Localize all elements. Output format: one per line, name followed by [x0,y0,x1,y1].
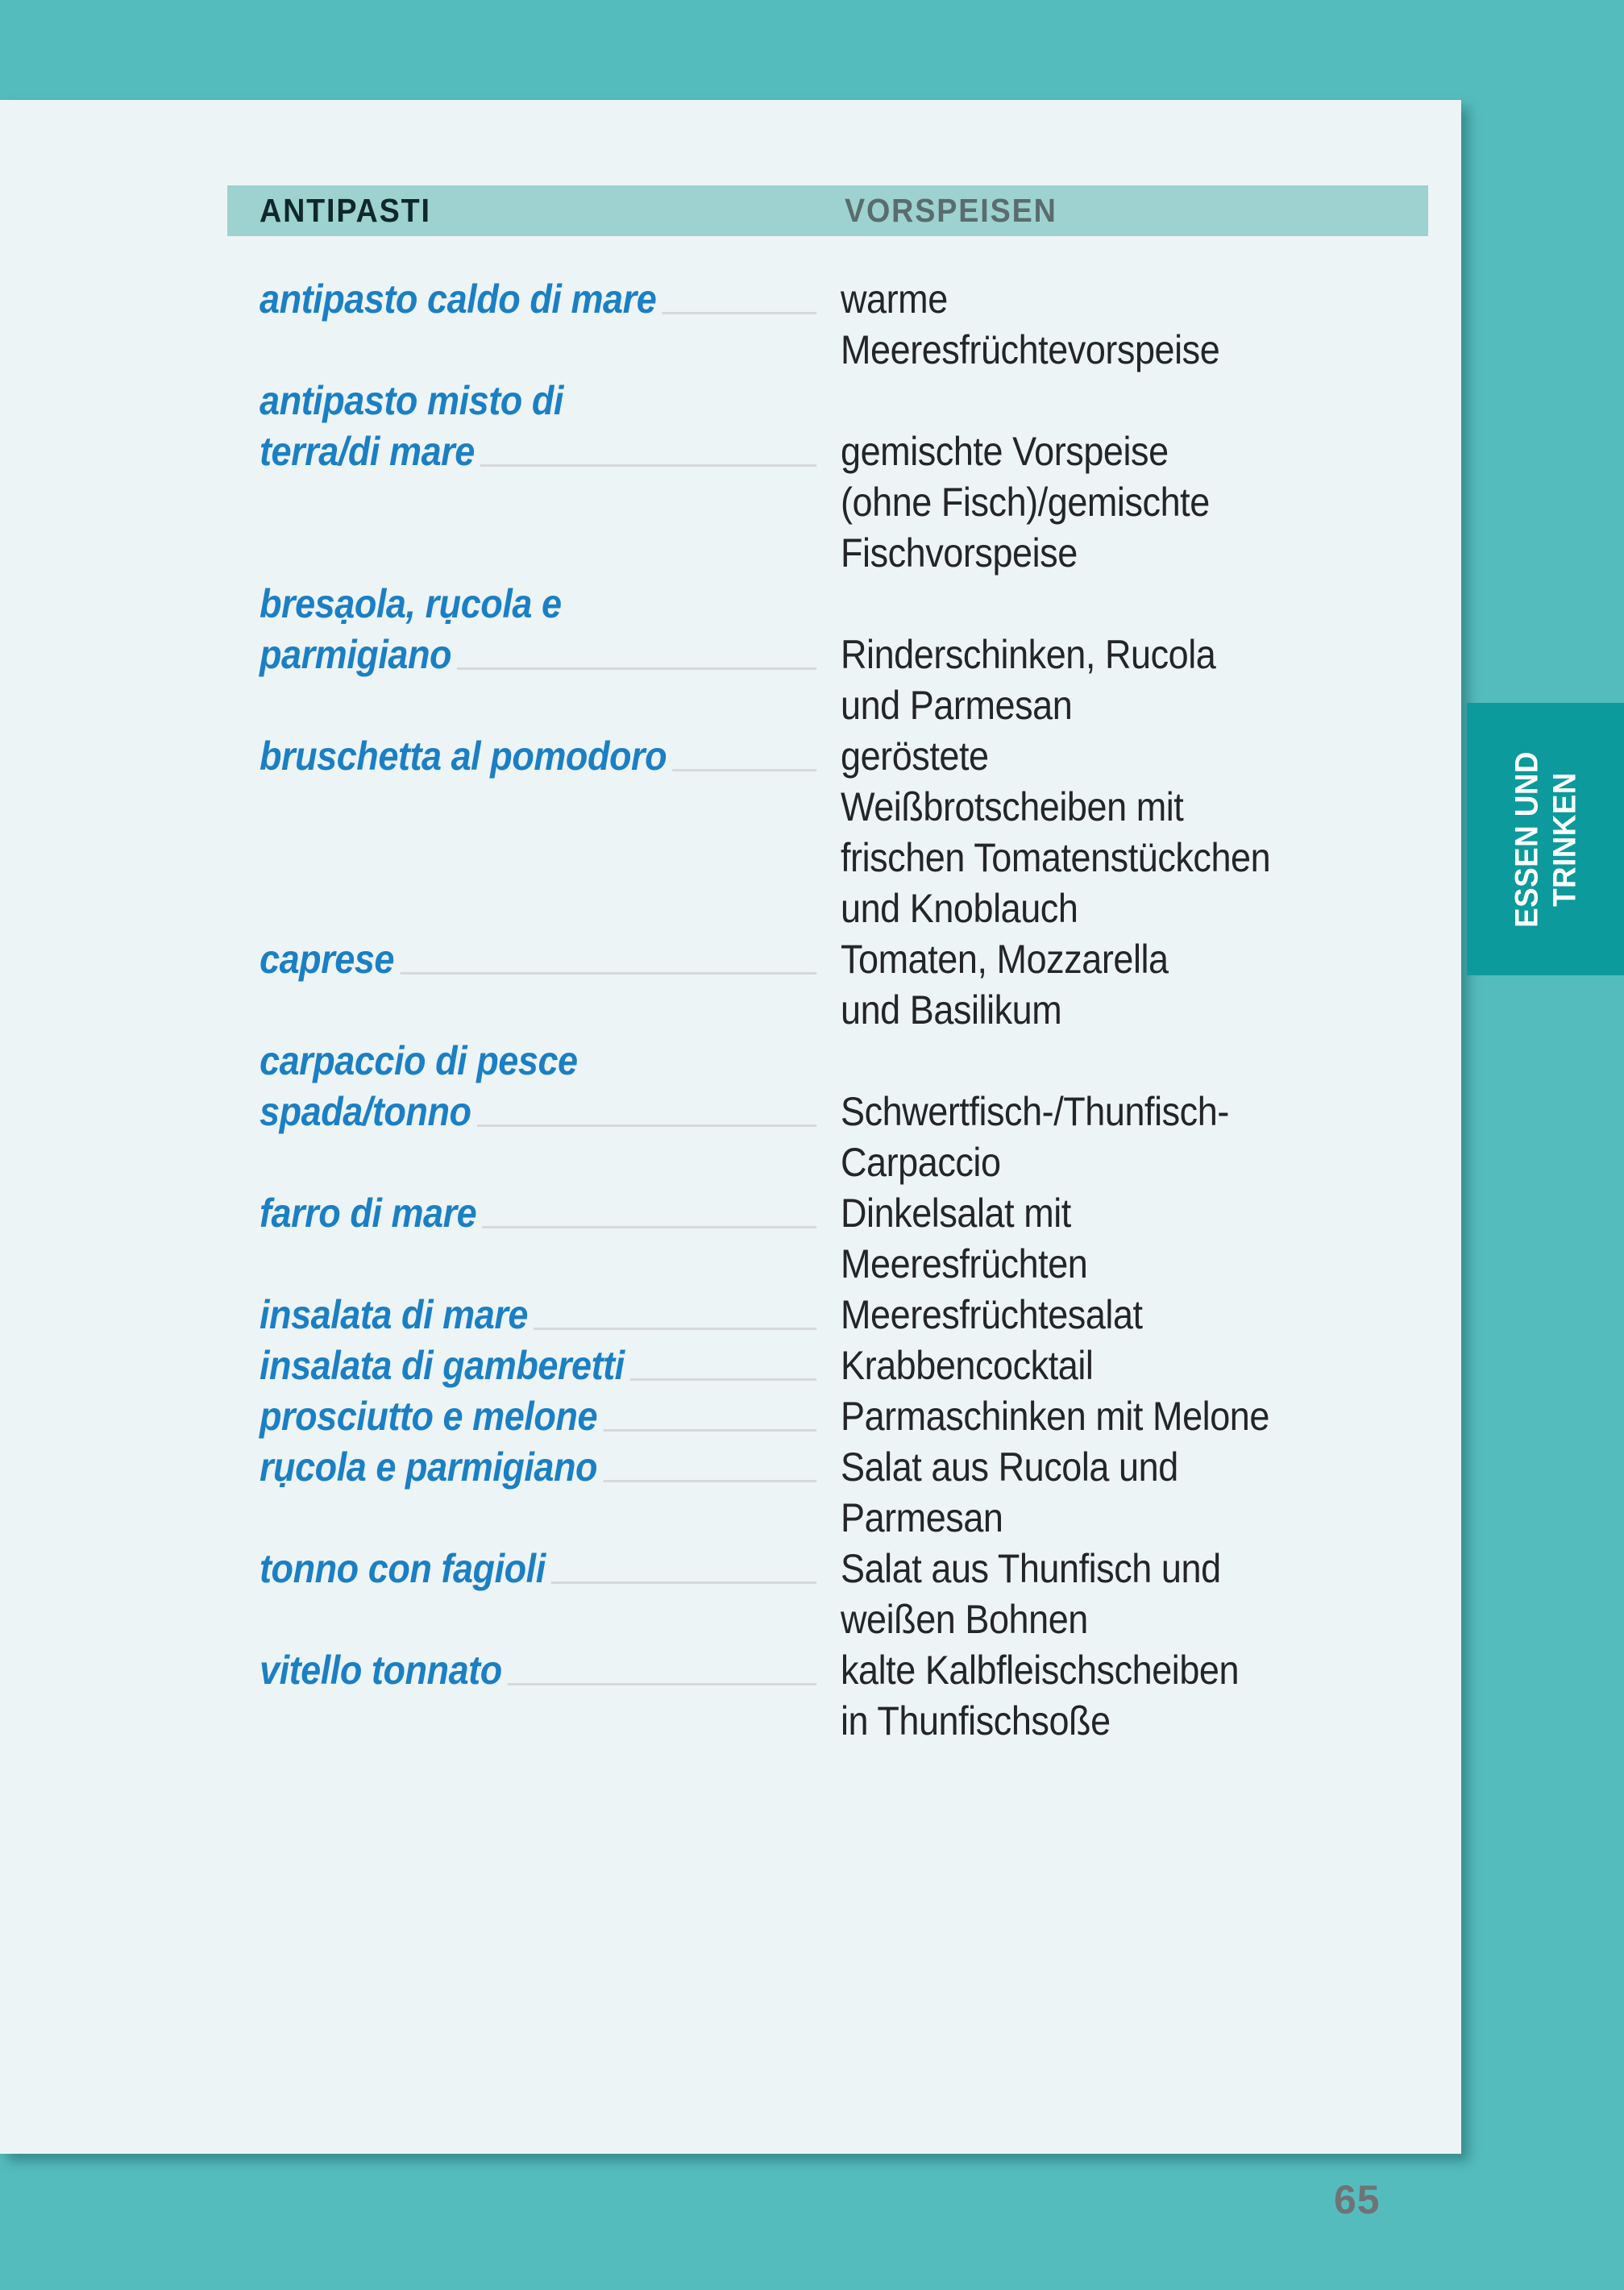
entry-term-line [260,1544,816,1594]
entry-translation-line: Meeresfrüchtevorspeise [841,327,1220,372]
entry-translation-line: Weißbrotscheiben mit [841,784,1184,829]
entry-term-text: tonno con fagioli [260,1546,546,1591]
entry-translation-line: Schwertfisch-/Thunfisch- [841,1089,1229,1134]
entry-term-text: antipasto caldo di mare [260,276,657,322]
entry-term-line [260,1340,816,1391]
leader-line [477,1124,816,1127]
leader-line [630,1378,816,1381]
entry-translation-line: Dinkelsalat mit [841,1191,1071,1236]
leader-line [603,1429,816,1432]
chapter-tab-line-2: TRINKEN [1546,771,1582,907]
entry-translation-line: Carpaccio [841,1140,1001,1185]
entry-translation-line: Salat aus Thunfisch und [841,1546,1221,1591]
entry-term-text: insalata di gamberetti [260,1343,625,1388]
entry-translation-line: Meeresfrüchtesalat [841,1292,1143,1337]
entry-term-line [260,274,816,325]
entry-term-line [260,426,816,477]
leader-line [482,1226,816,1228]
entry-term-text: carpaccio di pesce [260,1038,578,1083]
entry-term-text: bruschetta al pomodoro [260,734,667,779]
entry-term-line [260,1645,816,1696]
entry-term-text: bresạola, rụcola e [260,581,562,626]
entry-translation-line: Fischvorspeise [841,530,1078,576]
chapter-tab-line-1: ESSEN UND [1508,750,1544,928]
entry-term-line [260,1391,816,1442]
entry-term-line [260,376,816,426]
chapter-tab [1467,703,1624,975]
vocab-list [260,274,1461,1806]
section-header-bar [227,185,1428,236]
page-number: 65 [1334,2177,1381,2222]
entry-translation-line: (ohne Fisch)/gemischte [841,480,1210,525]
header-italian-title: ANTIPASTI [260,192,431,229]
entry-term-text: insalata di mare [260,1292,528,1337]
entry-translation-line: und Basilikum [841,987,1062,1033]
leader-line [508,1683,816,1685]
entry-term-line [260,1290,816,1340]
leader-line [662,312,816,314]
entry-translation-line: Parmaschinken mit Melone [841,1394,1269,1439]
entry-term-text: caprese [260,937,394,982]
entry-term-text: farro di mare [260,1191,477,1236]
entry-translation-line: Krabbencocktail [841,1343,1094,1388]
entry-term-text: rụcola e parmigiano [260,1444,598,1490]
leader-line [400,972,816,975]
leader-line [534,1328,816,1330]
entry-translation-line: in Thunfischsoße [841,1698,1111,1743]
entry-term-line [260,1036,816,1087]
entry-term-line [260,579,816,630]
book-page [0,100,1461,2154]
entry-term-text: terra/di mare [260,429,475,474]
entry-translation-line: Salat aus Rucola und [841,1444,1178,1490]
entry-translation-line: kalte Kalbfleischscheiben [841,1648,1240,1693]
entry-translation-line: Meeresfrüchten [841,1241,1088,1286]
entry-term-line [260,934,816,985]
entry-translation-line: weißen Bohnen [841,1597,1088,1642]
entry-translation-line: geröstete [841,734,989,779]
entry-translation-line: und Knoblauch [841,886,1078,931]
entry-term-text: antipasto misto di [260,378,563,423]
entry-term-text: parmigiano [260,632,452,677]
chapter-tab-label [1467,703,1624,975]
entry-term-line [260,1087,816,1137]
entry-translation-line: Rinderschinken, Rucola [841,632,1216,677]
entry-translation-line: und Parmesan [841,683,1073,728]
leader-line [457,667,816,670]
leader-line [603,1480,816,1482]
entry-term-text: prosciutto e melone [260,1394,598,1439]
entry-term-line [260,1442,816,1493]
entry-term-line [260,1188,816,1239]
leader-line [480,464,816,467]
entry-translation-line: Tomaten, Mozzarella [841,937,1169,982]
entry-translation-line: warme [841,276,948,322]
leader-line [672,769,816,771]
entry-translation-line: frischen Tomatenstückchen [841,835,1271,880]
entry-term-text: spada/tonno [260,1089,471,1134]
entry-term-text: vitello tonnato [260,1648,502,1693]
entry-term-line [260,731,816,782]
entry-translation-line: Parmesan [841,1495,1003,1540]
header-german-title: VORSPEISEN [845,192,1057,229]
leader-line [551,1581,816,1584]
entry-translation-line: gemischte Vorspeise [841,429,1169,474]
entry-term-line [260,630,816,680]
